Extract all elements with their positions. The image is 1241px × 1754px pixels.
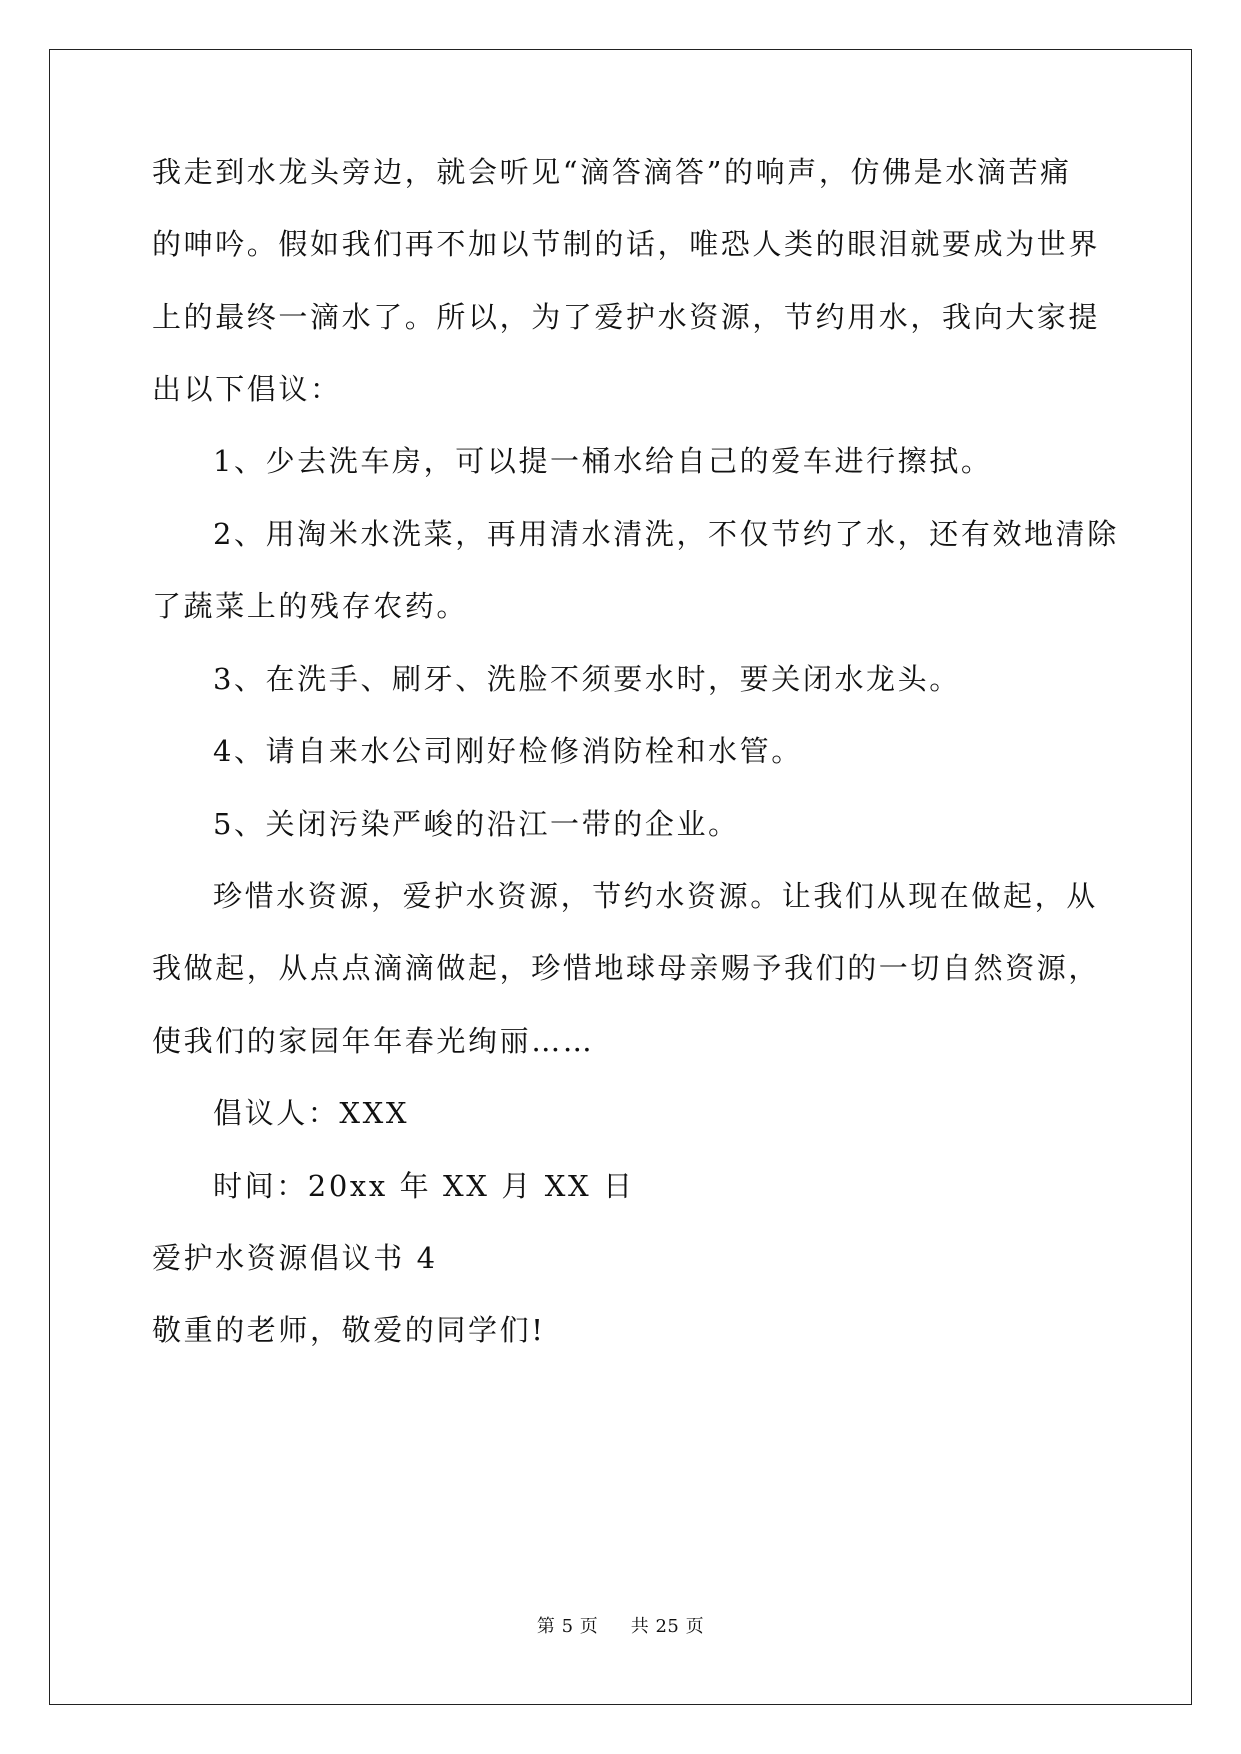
date-line: 时间：20xx 年 XX 月 XX 日	[213, 1169, 635, 1203]
paragraph-line: 出以下倡议：	[152, 372, 342, 406]
paragraph-line: 的呻吟。假如我们再不加以节制的话，唯恐人类的眼泪就要成为世界	[152, 227, 1101, 261]
list-item: 1、少去洗车房，可以提一桶水给自己的爱车进行擦拭。	[213, 444, 993, 478]
paragraph-line: 我走到水龙头旁边，就会听见“滴答滴答”的响声，仿佛是水滴苦痛	[152, 155, 1072, 189]
page-total: 共 25 页	[630, 1616, 705, 1637]
signature-line: 倡议人：XXX	[213, 1096, 410, 1130]
section-title: 爱护水资源倡议书 4	[152, 1241, 438, 1275]
list-item: 3、在洗手、刷牙、洗脸不须要水时，要关闭水龙头。	[213, 662, 961, 696]
page-number: 第 5 页	[536, 1616, 599, 1637]
salutation: 敬重的老师，敬爱的同学们!	[152, 1313, 546, 1347]
paragraph-line: 使我们的家园年年春光绚丽……	[152, 1024, 595, 1058]
paragraph-line: 了蔬菜上的残存农药。	[152, 589, 469, 623]
list-item: 2、用淘米水洗菜，再用清水清洗，不仅节约了水，还有效地清除	[213, 517, 1119, 551]
paragraph-line: 珍惜水资源，爱护水资源，节约水资源。让我们从现在做起，从	[213, 879, 1098, 913]
list-item: 4、请自来水公司刚好检修消防栓和水管。	[213, 734, 803, 768]
list-item: 5、关闭污染严峻的沿江一带的企业。	[213, 807, 740, 841]
paragraph-line: 上的最终一滴水了。所以，为了爱护水资源，节约用水，我向大家提	[152, 300, 1101, 334]
paragraph-line: 我做起，从点点滴滴做起，珍惜地球母亲赐予我们的一切自然资源，	[152, 951, 1101, 985]
page-footer	[0, 1615, 1241, 1639]
